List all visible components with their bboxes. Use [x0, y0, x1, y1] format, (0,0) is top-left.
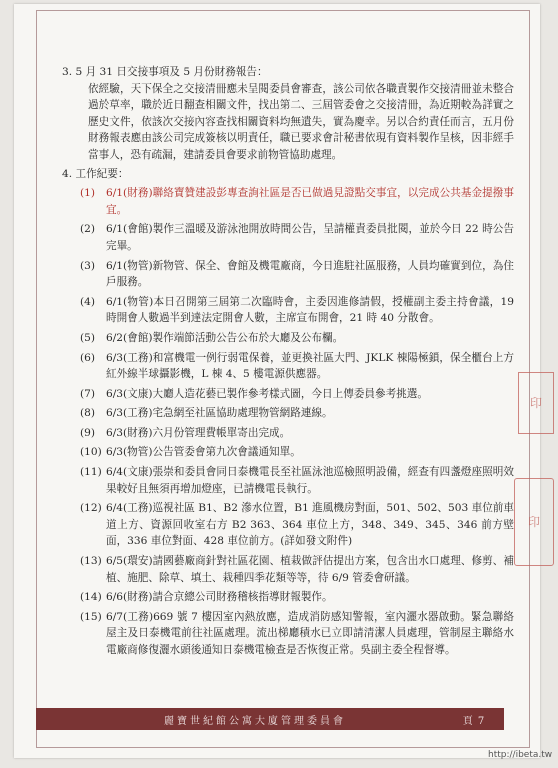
work-log-item [80, 185, 514, 218]
item-text: 6/4(工務)巡視社區 B1、B2 滲水位置，B1 進風機房對面，501、502、503 車位前車道上方、資源回收室右方 B2 363、364 車位上方，348、349、345、346 前方壁面，336 車位對面、428 車位前方。(詳如發文附件) [106, 502, 514, 548]
item-number: (15) [80, 610, 102, 623]
section-4-heading: 4. 工作紀要： [62, 167, 129, 180]
work-log-item [80, 500, 514, 550]
work-log-item [80, 609, 514, 659]
page-footer [36, 708, 504, 730]
work-log-item [80, 444, 514, 461]
item-number: (4) [80, 295, 96, 308]
work-log-item [80, 553, 514, 586]
item-text: 6/1(會館)製作三溫暖及游泳池開放時間公告，呈請權責委員批閱，並於今日 22 時公告完畢。 [106, 223, 514, 252]
section-3-heading: 3. 5 月 31 日交接事項及 5 月份財務報告： [62, 66, 268, 78]
item-text: 6/1(物管)本日召開第三屆第二次臨時會，主委因進修請假，授權副主委主持會議，19 時開會人數過半到達法定開會人數，主席宣布開會，21 時 40 分散會。 [106, 295, 514, 325]
footer-title: 麗寶世紀館公寓大廈管理委員會 [164, 715, 346, 727]
item-text: 6/1(財務)聯絡寶贊建設彭專查詢社區是否已做過見證點交事宜，以完成公共基金提撥事宜。 [106, 187, 514, 216]
seal-stamp-upper: 印 [518, 372, 554, 434]
item-text: 6/4(文康)張崇和委員會同日泰機電長至社區泳池巡檢照明設備，經查有四盞燈座照明效果較好且無須再增加燈座，已請機電長執行。 [106, 466, 514, 495]
item-number: (6) [80, 351, 96, 364]
item-number: (2) [80, 223, 96, 236]
item-number: (14) [80, 591, 102, 604]
item-text: 6/3(工務)宅急網至社區協助處理物管網路連線。 [106, 407, 333, 420]
item-number: (13) [80, 555, 102, 568]
work-log-item [80, 405, 514, 422]
work-log-item [80, 258, 514, 291]
item-text: 6/3(文康)大廳人造花藝已製作參考樣式圖，今日上傳委員參考挑選。 [106, 387, 428, 400]
item-number: (7) [80, 387, 96, 400]
item-number: (1) [80, 187, 96, 200]
item-text: 6/3(財務)六月份管理費帳單寄出完成。 [106, 426, 291, 439]
section-3-body: 依經驗，天下保全之交接清冊應未呈閱委員會審查，該公司依各職責製作交接清冊並未整合過於草率，職於近日翻查相關文件，找出第二、三屆管委會之交接清冊，為近期較為詳實之歷史文件，依該次交接內容查找相關資料均無遺失，實為慶幸。另以合約責任而言，五月份財務報表應由該公司完成簽核以明責任，職已要求會計秘書依現有資料製作呈核，因非經手當事人，恐有疏漏，建請委員會要求前物管協助處理。 [88, 82, 514, 161]
work-log-item [80, 350, 514, 383]
work-log-item [80, 464, 514, 497]
item-text: 6/1(物管)新物管、保全、會館及機電廠商，今日進駐社區服務，人員均確實到位，為住戶服務。 [106, 259, 514, 289]
work-log-item [80, 589, 514, 606]
item-text: 6/6(財務)請合京總公司財務稽核指導財報製作。 [106, 591, 333, 604]
page-number: 頁 7 [462, 715, 486, 727]
work-log-item [80, 425, 514, 442]
document-body [62, 64, 514, 659]
work-log-item [80, 330, 514, 347]
item-text: 6/2(會館)製作端節活動公告公布於大廳及公布欄。 [106, 331, 344, 344]
work-log-item [80, 221, 514, 254]
item-text: 6/3(工務)和富機電一例行弱電保養，並更換社區大門、JKLK 棟陽極鎖，保全櫃台上方紅外線半球攝影機，L 棟 4、5 樓電源供應器。 [106, 351, 514, 381]
item-number: (10) [80, 446, 102, 459]
item-number: (8) [80, 407, 96, 420]
item-number: (12) [80, 502, 102, 515]
work-log-list [62, 185, 514, 658]
work-log-item [80, 294, 514, 327]
item-number: (5) [80, 331, 96, 344]
work-log-item [80, 386, 514, 403]
item-text: 6/3(物管)公告管委會第九次會議通知單。 [106, 446, 301, 459]
item-text: 6/5(環安)請國藝廠商針對社區花園、植栽做評估提出方案，包含出水口處理、修剪、補植、施肥、除草、填土、栽種四季花類等等，待 6/9 管委會研議。 [106, 555, 514, 584]
watermark: http://ibeta.tw [488, 750, 553, 760]
item-number: (9) [80, 426, 96, 439]
item-number: (11) [80, 466, 102, 479]
item-text: 6/7(工務)669 號 7 樓因室內熱放應，造成消防感知警報，室內灑水器啟動。緊急聯絡屋主及日泰機電前往社區處理。流出梯廳積水已立即請清潔人員處理，管制屋主聯絡水電廠商修復灑水頭後通知日泰機電檢查是否恢復正常。吳副主委全程督導。 [106, 610, 515, 656]
seal-stamp-lower: 印 [514, 478, 554, 566]
item-number: (3) [80, 259, 96, 272]
